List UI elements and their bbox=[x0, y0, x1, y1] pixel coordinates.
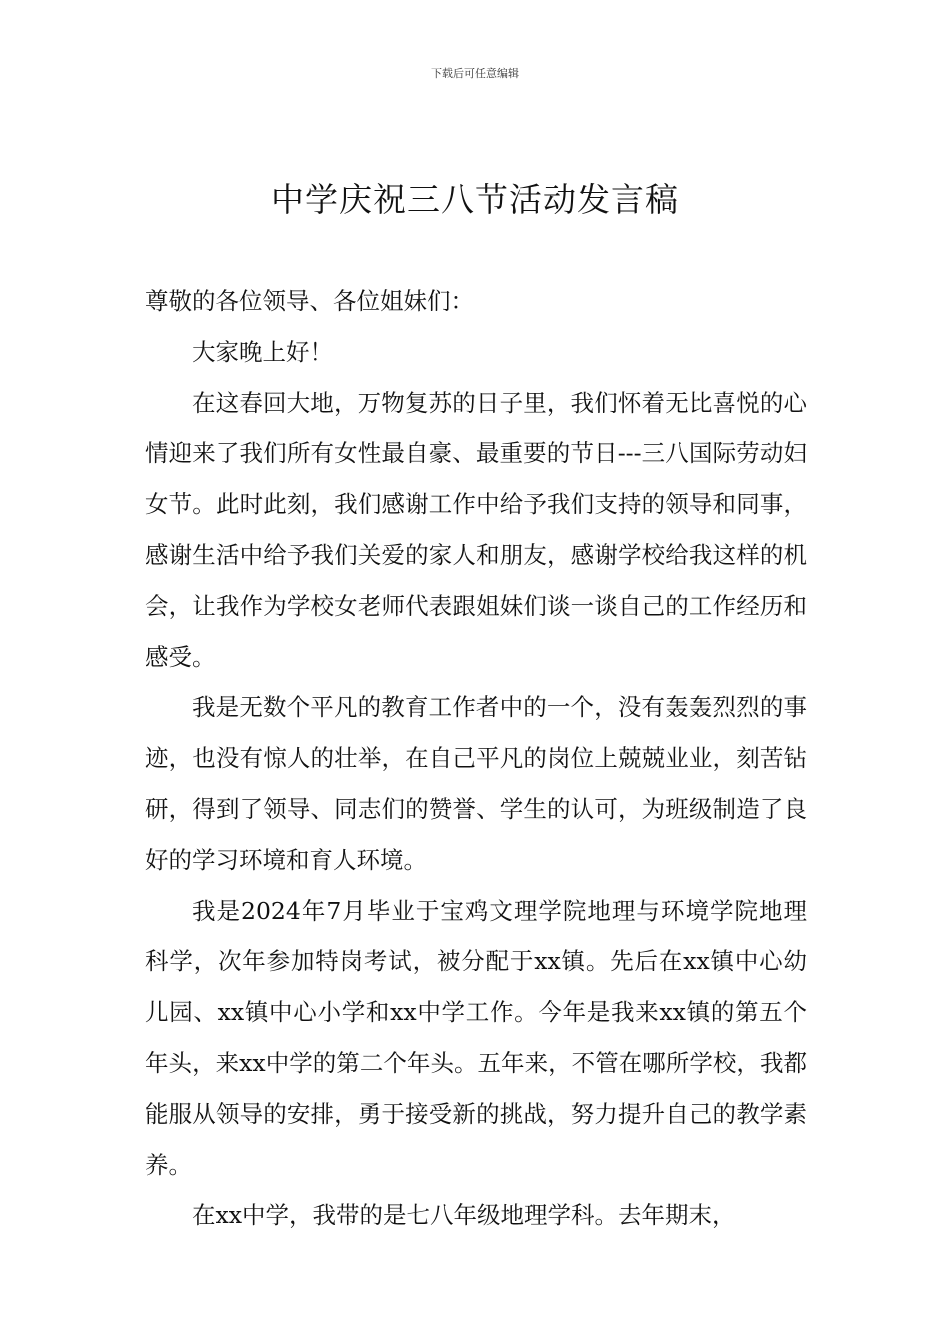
paragraph-self-description: 我是无数个平凡的教育工作者中的一个，没有轰轰烈烈的事迹，也没有惊人的壮举，在自己平凡的岗位上兢兢业业，刻苦钻研，得到了领导、同志们的赞誉、学生的认可，为班级制造了良好的学习环境和育人环境。 bbox=[145, 693, 807, 874]
header-note: 下载后可任意编辑 bbox=[431, 67, 519, 80]
document-body bbox=[145, 276, 807, 1241]
salutation: 尊敬的各位领导、各位姐妹们： bbox=[145, 287, 474, 315]
paragraph-background: 我是2024年7月毕业于宝鸡文理学院地理与环境学院地理科学，次年参加特岗考试，被分配于xx镇。先后在xx镇中心幼儿园、xx镇中心小学和xx中学工作。今年是我来xx镇的第五个年头，来xx中学的第二个年头。五年来，不管在哪所学校，我都能服从领导的安排，勇于接受新的挑战，努力提升自己的教学素养。 bbox=[145, 896, 807, 1179]
paragraph-intro: 在这春回大地，万物复苏的日子里，我们怀着无比喜悦的心情迎来了我们所有女性最自豪、最重要的节日---三八国际劳动妇女节。此时此刻，我们感谢工作中给予我们支持的领导和同事，感谢生活中给予我们关爱的家人和朋友，感谢学校给我这样的机会，让我作为学校女老师代表跟姐妹们谈一谈自己的工作经历和感受。 bbox=[145, 388, 807, 671]
paragraph-greeting: 大家晚上好！ bbox=[192, 337, 333, 366]
paragraph-teaching: 在xx中学，我带的是七八年级地理学科。去年期末， bbox=[192, 1201, 736, 1230]
document-title: 中学庆祝三八节活动发言稿 bbox=[271, 180, 679, 219]
